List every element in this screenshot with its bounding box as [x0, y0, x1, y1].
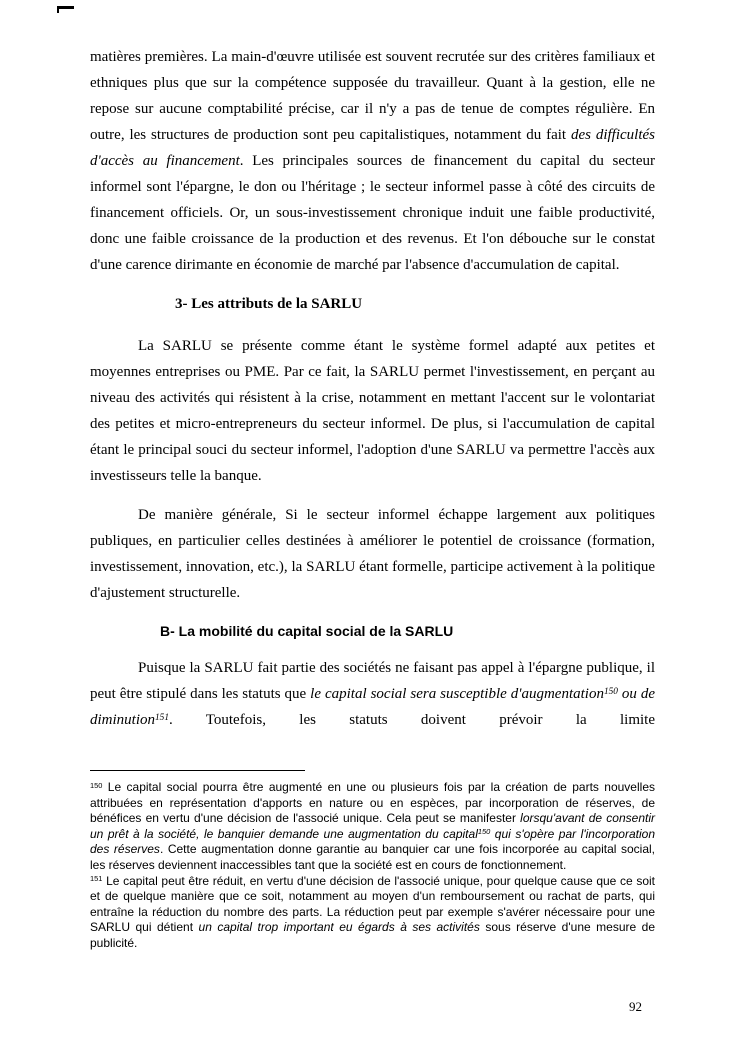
text-run: qui s'opère par l'incorporation des réserves: [90, 826, 655, 857]
footnote-reference: 150: [90, 780, 103, 790]
footnote-reference: 150: [477, 827, 491, 837]
footnote-reference: 151: [90, 874, 103, 884]
footnote-150: [90, 780, 655, 874]
footnotes-section: [90, 770, 655, 952]
body-paragraph-1: [90, 44, 655, 278]
page-number: 92: [629, 999, 642, 1014]
page-corner-mark: [57, 6, 74, 13]
footnote-separator: [90, 770, 305, 771]
text-run: Le capital peut être réduit, en vertu d'une décision de l'associé unique, pour quelque cause que ce soit et de quelque manière que ce soit, notamment au moyen d'un remboursement ou rachat de parts, qui entraîne la réduction du nombre des parts. La réduction peut par exemple s'avérer nécessaire pour une SARLU qui détient: [90, 873, 655, 935]
body-paragraph-2: La SARLU se présente comme étant le système formel adapté aux petites et moyennes entreprises ou PME. Par ce fait, la SARLU permet l'investissement, en perçant au niveau des activités qui résistent à la crise, notamment en mettant l'accent sur le volontariat des petites et micro-entrepreneurs du secteur informel. De plus, si l'accumulation de capital étant le principal souci du secteur informel, l'adoption d'une SARLU va permettre l'accès aux investisseurs telle la banque.: [90, 338, 655, 484]
text-run: . Toutefois, les statuts doivent prévoir la limite: [168, 712, 655, 728]
body-paragraph-3: De manière générale, Si le secteur informel échappe largement aux politiques publiques, en particulier celles destinées à améliorer le potentiel de croissance (formation, investissement, innovation, etc.), la SARLU étant formelle, participe activement à la politique d'ajustement structurelle.: [90, 507, 655, 601]
text-run: . Cette augmentation donne garantie au banquier car une fois incorporée au capital social, les réserves deviennent inaccessibles tant que la société est en cours de fonctionnement.: [90, 842, 655, 872]
text-run: . Les principales sources de financement du capital du secteur informel sont l'épargne, le don ou l'héritage ; le secteur informel passe à côté des circuits de financement officiels. Or, un sous-investissement chronique induit une faible productivité, donc une faible croissance de la production et des revenus. Et l'on débouche sur le constat d'une carence dirimante en économie de marché par l'absence d'accumulation de capital.: [90, 153, 655, 273]
text-run: un capital trop important eu égards à ses activités: [198, 920, 480, 935]
text-run: le capital social sera susceptible d'augmentation: [310, 686, 604, 702]
page-body-text: [90, 44, 655, 746]
footnote-reference: 150: [603, 686, 618, 697]
body-paragraph-4: [90, 655, 655, 733]
text-run: ou de diminution: [90, 686, 655, 728]
text-run: des difficultés d'accès au financement: [90, 127, 656, 169]
heading-mobilite-capital-social: B- La mobilité du capital social de la SARLU: [160, 623, 454, 639]
text-run: lorsqu'avant de consentir un prêt à la société, le banquier demande une augmentation du capital: [90, 811, 655, 841]
text-run: Puisque la SARLU fait partie des sociétés ne faisant pas appel à l'épargne publique, il peut être stipulé dans les statuts que: [90, 660, 655, 702]
footnote-151: [90, 874, 655, 952]
text-run: Le capital social pourra être augmenté en une ou plusieurs fois par la création de parts nouvelles attribuées en représentation d'apports en nature ou en espèces, par incorporation de réserves, de bénéfices en vertu d'une décision de l'associé unique. Cela peut se manifester: [90, 780, 655, 826]
heading-attributs-sarlu: 3- Les attributs de la SARLU: [175, 296, 363, 312]
text-run: sous réserve d'une mesure de publicité.: [90, 920, 655, 950]
text-run: matières premières. La main-d'œuvre utilisée est souvent recrutée sur des critères familiaux et ethniques plus que sur la compétence supposée du travailleur. Quant à la gestion, elle ne repose sur aucune comptabilité précise, car il n'y a pas de tenue de comptes régulière. En outre, les structures de production sont peu capitalistiques, notamment du fait: [90, 49, 655, 143]
footnote-reference: 151: [155, 712, 169, 723]
